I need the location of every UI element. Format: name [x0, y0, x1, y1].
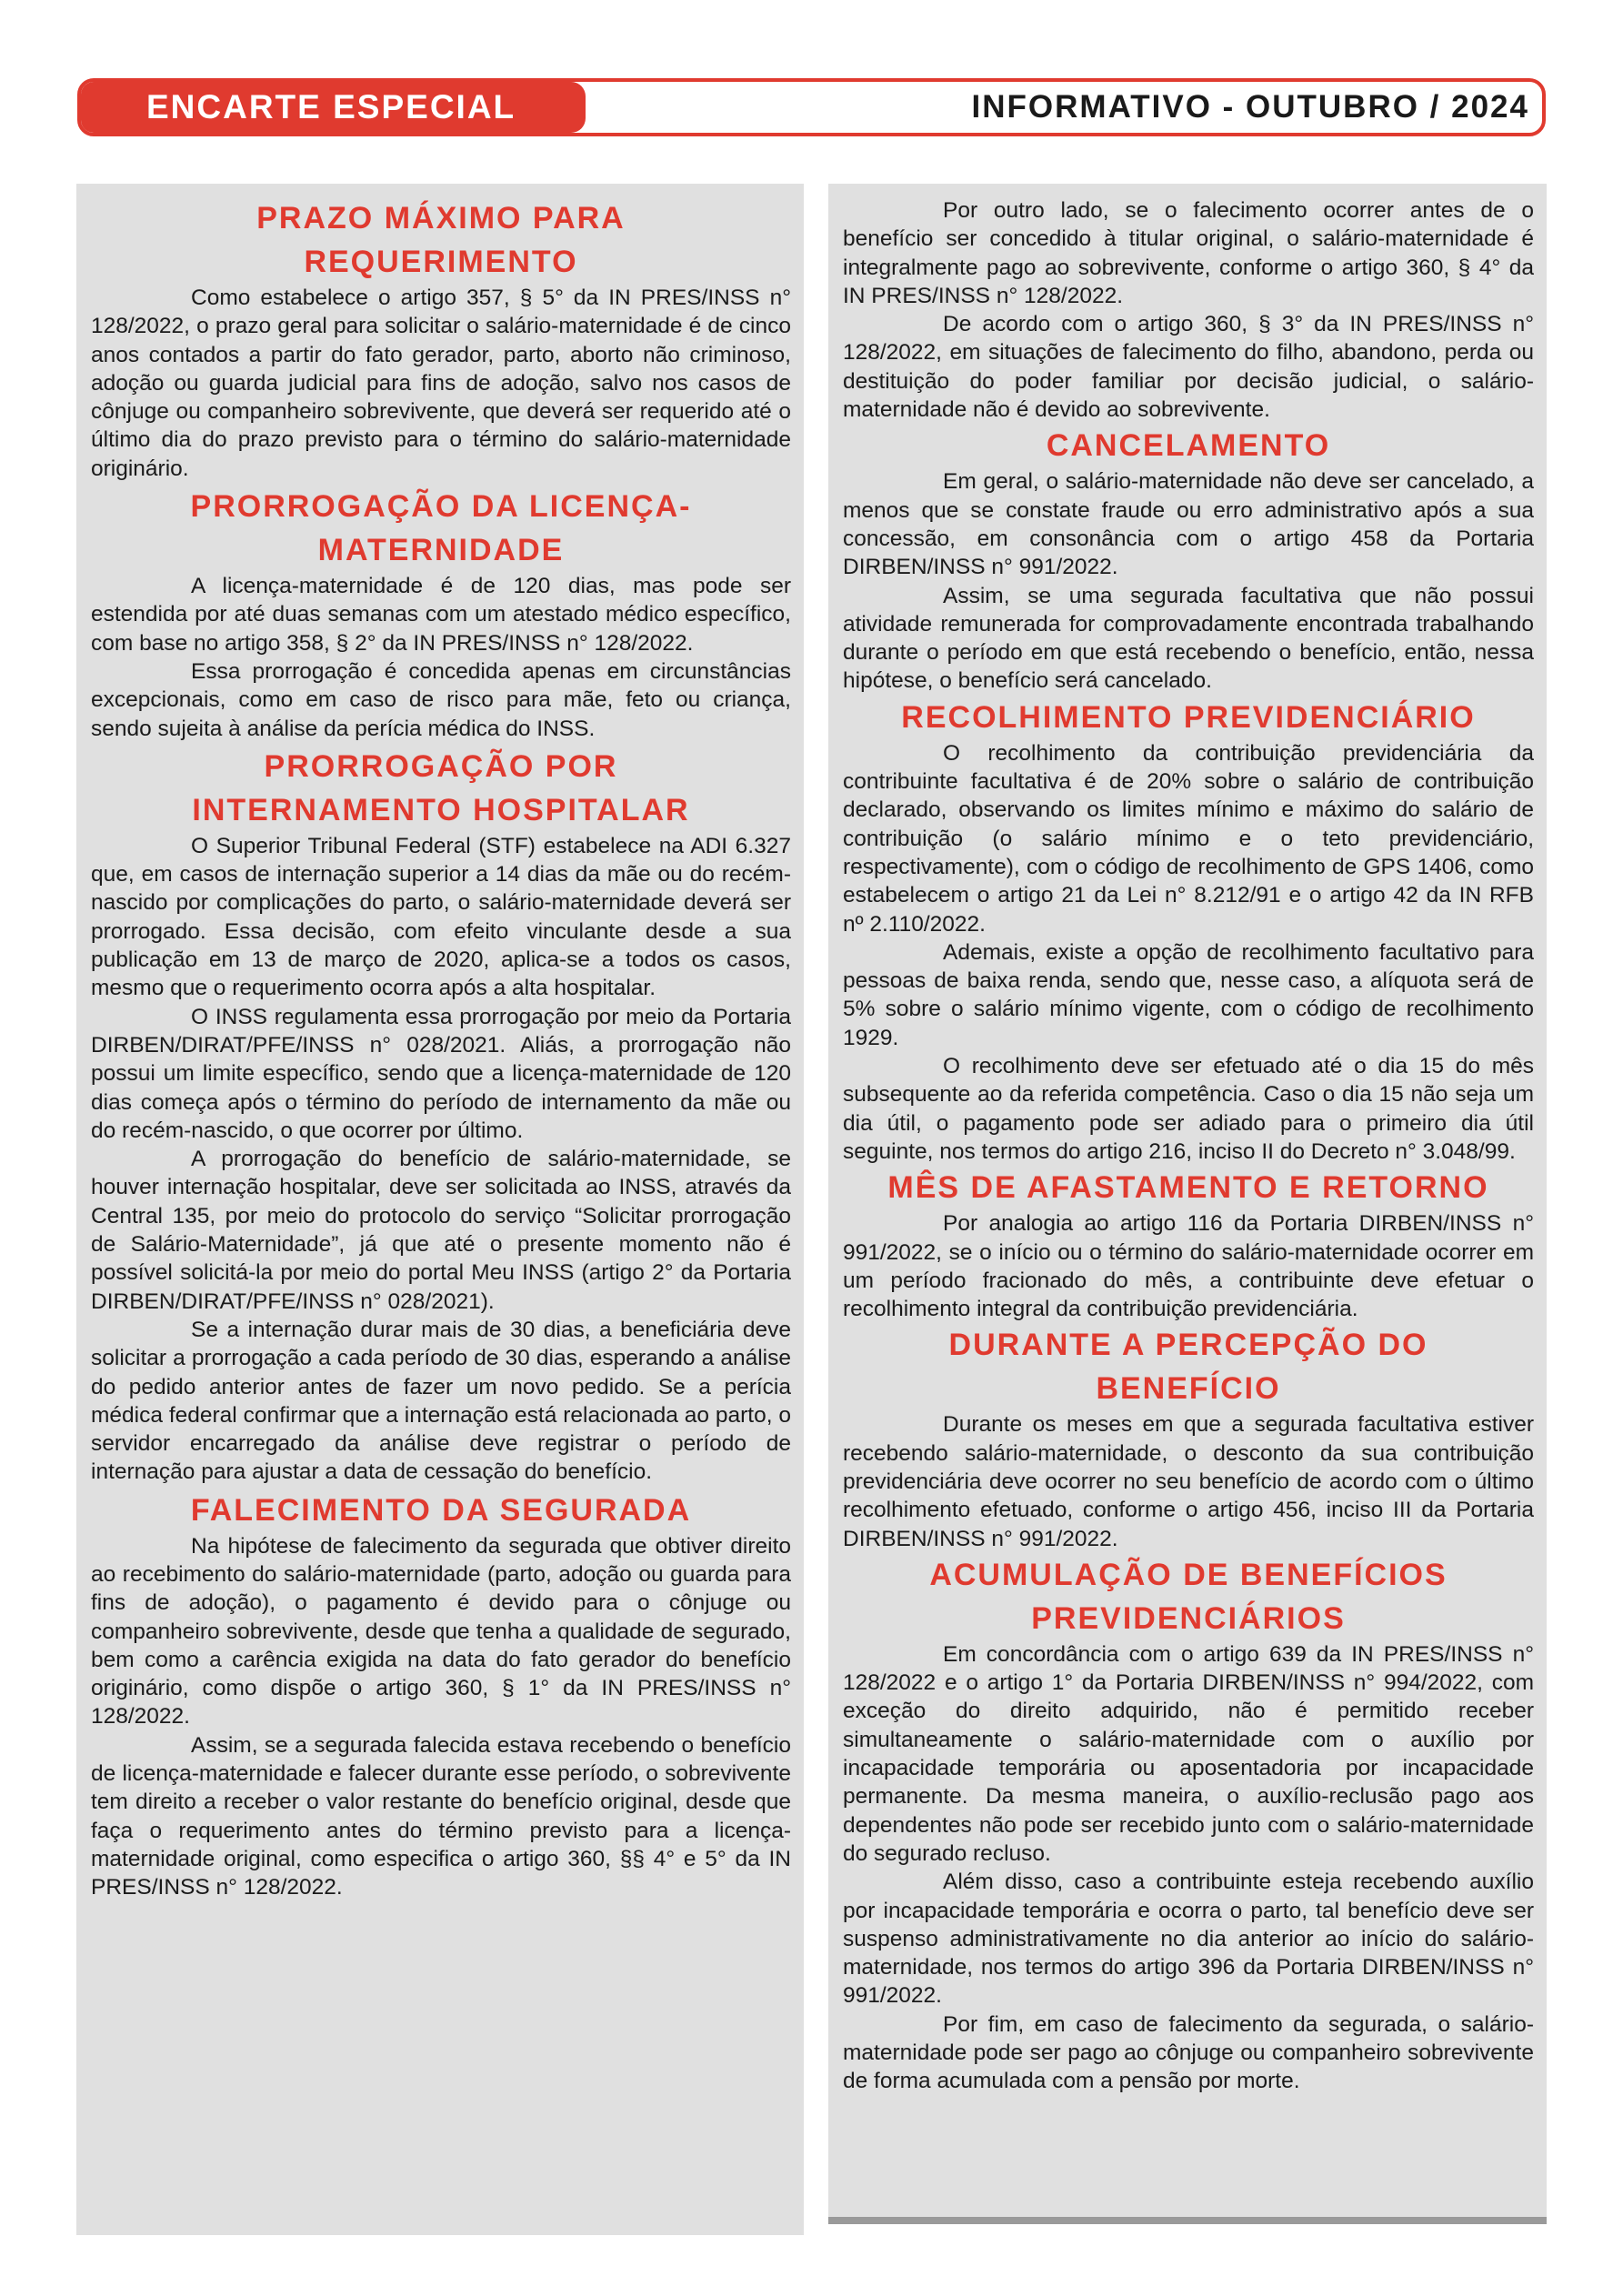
section-title-internamento: PRORROGAÇÃO POR INTERNAMENTO HOSPITALAR — [192, 748, 690, 827]
paragraph: Por fim, em caso de falecimento da segurada, o salário-maternidade pode ser pago ao cônjuge ou companheiro sobrevivente de forma acumulada com a pensão por morte. — [843, 2011, 1534, 2094]
paragraph: O recolhimento deve ser efetuado até o dia 15 do mês subsequente ao da referida competência. Caso o dia 15 não seja um dia útil, o pagamento pode ser adiado para o primeiro dia útil seguinte, nos termos do artigo 216, inciso II do Decreto n° 3.048/99. — [843, 1054, 1534, 1164]
header-issue-label: INFORMATIVO - OUTUBRO / 2024 — [971, 89, 1529, 125]
paragraph: Assim, se a segurada falecida estava recebendo o benefício de licença-maternidade e falecer durante esse período, o sobrevivente tem direito a receber o valor restante do benefício original, desde que faça o requerimento antes do término previsto para a licença-maternidade original, como especifica o artigo 360, §§ 4° e 5° da IN PRES/INSS n° 128/2022. — [91, 1732, 791, 1900]
paragraph: Durante os meses em que a segurada facultativa estiver recebendo salário-maternidade, o desconto da sua contribuição previdenciária deve ocorrer no seu benefício de acordo com o último recolhimento efetuado, conforme o artigo 456, inciso III da Portaria DIRBEN/INSS n° 991/2022. — [843, 1412, 1534, 1551]
paragraph: Na hipótese de falecimento da segurada que obtiver direito ao recebimento do salário-maternidade (parto, adoção ou guarda para fins de adoção), o pagamento é devido para o cônjuge ou companheiro sobrevivente, desde que tenha a qualidade de segurado, bem como a carência exigida na data do fato gerador do benefício originário, como dispõe o artigo 360, § 1° da IN PRES/INSS n° 128/2022. — [91, 1533, 791, 1730]
paragraph: Além disso, caso a contribuinte esteja recebendo auxílio por incapacidade temporária e ocorra o parto, tal benefício deve ser suspenso administrativamente no dia anterior ao início do salário-maternidade, nos termos do artigo 396 da Portaria DIRBEN/INSS n° 991/2022. — [843, 1870, 1534, 2009]
paragraph: Em concordância com o artigo 639 da IN PRES/INSS n° 128/2022 e o artigo 1° da Portaria DIRBEN/INSS n° 994/2022, com exceção do direito adquirido, não é permitido receber simultaneamente o salário-maternidade com o auxílio por incapacidade temporária ou aposentadoria por incapacidade permanente. Da mesma maneira, o auxílio-reclusão pago aos dependentes não pode ser recebido junto com o salário-maternidade do segurado recluso. — [843, 1641, 1534, 1866]
right-column — [828, 184, 1547, 2224]
paragraph: A licença-maternidade é de 120 dias, mas pode ser estendida por até duas semanas com um atestado médico específico, com base no artigo 358, § 2° da IN PRES/INSS n° 128/2022. — [91, 574, 791, 656]
paragraph: O INSS regulamenta essa prorrogação por meio da Portaria DIRBEN/DIRAT/PFE/INSS n° 028/2021. Aliás, a prorrogação não possui um limite específico, sendo que a licença-maternidade de 120 dias começa após o término do período de internamento da mãe ou do recém-nascido, o que ocorrer por último. — [91, 1004, 791, 1143]
header-section-label: ENCARTE ESPECIAL — [146, 88, 516, 125]
paragraph: Por outro lado, se o falecimento ocorrer antes de o benefício ser concedido à titular original, o salário-maternidade é integralmente pago ao sobrevivente, conforme o artigo 360, § 4° da IN PRES/INSS n° 128/2022. — [843, 198, 1534, 308]
section-title-recolhimento: RECOLHIMENTO PREVIDENCIÁRIO — [901, 699, 1476, 735]
paragraph: Por analogia ao artigo 116 da Portaria DIRBEN/INSS n° 991/2022, se o início ou o término do salário-maternidade ocorrer em um período fracionado do mês, a contribuinte deve efetuar o recolhimento integral da contribuição previdenciária. — [843, 1211, 1534, 1322]
paragraph: Em geral, o salário-maternidade não deve ser cancelado, a menos que se constate fraude ou erro administrativo após a sua concessão, em consonância com o artigo 458 da Portaria DIRBEN/INSS n° 991/2022. — [843, 469, 1534, 580]
paragraph: De acordo com o artigo 360, § 3° da IN PRES/INSS n° 128/2022, em situações de falecimento do filho, abandono, perda ou destituição do poder familiar por decisão judicial, o salário-maternidade não é devido ao sobrevivente. — [843, 312, 1534, 423]
paragraph: O recolhimento da contribuição previdenciária da contribuinte facultativa é de 20% sobre o salário de contribuição declarado, observando os limites mínimo e máximo do salário de contribuição (o salário mínimo e o teto previdenciário, respectivamente), com o código de recolhimento de GPS 1406, como estabelecem o artigo 21 da Lei n° 8.212/91 e o artigo 42 da IN RFB nº 2.110/2022. — [843, 740, 1534, 937]
section-title-prazo: PRAZO MÁXIMO PARA REQUERIMENTO — [256, 201, 626, 279]
paragraph: Assim, se uma segurada facultativa que não possui atividade remunerada for comprovadamente encontrada trabalhando durante o período em que está recebendo o benefício, então, nessa hipótese, o benefício será cancelado. — [843, 583, 1534, 694]
paragraph: A prorrogação do benefício de salário-maternidade, se houver internação hospitalar, deve ser solicitada ao INSS, através da Central 135, por meio do protocolo do serviço “Solicitar prorrogação de Salário-Maternidade”, já que até o presente momento não é possível solicitá-la por meio do portal Meu INSS (artigo 2° da Portaria DIRBEN/DIRAT/PFE/INSS n° 028/2021). — [91, 1147, 791, 1314]
section-title-acumulacao: ACUMULAÇÃO DE BENEFÍCIOS PREVIDENCIÁRIOS — [929, 1557, 1448, 1636]
paragraph: O Superior Tribunal Federal (STF) estabelece na ADI 6.327 que, em casos de internação superior a 14 dias da mãe ou do recém-nascido por complicações do parto, o salário-maternidade deverá ser prorrogado. Essa decisão, com efeito vinculante desde a sua publicação em 13 de março de 2020, aplica-se a todos os casos, mesmo que o requerimento ocorra após a alta hospitalar. — [91, 833, 791, 1001]
paragraph: Como estabelece o artigo 357, § 5° da IN PRES/INSS n° 128/2022, o prazo geral para solicitar o salário-maternidade é de cinco anos contados a partir do fato gerador, parto, aborto não criminoso, adoção ou guarda judicial para fins de adoção, salvo nos casos de cônjuge ou companheiro sobrevivente, que deverá ser requerido até o último dia do prazo previsto para o término do salário-maternidade originário. — [91, 286, 791, 481]
section-title-cancelamento: CANCELAMENTO — [1046, 428, 1331, 464]
section-title-falecimento: FALECIMENTO DA SEGURADA — [190, 1492, 692, 1528]
paragraph: Se a internação durar mais de 30 dias, a beneficiária deve solicitar a prorrogação a cada período de 30 dias, esperando a análise do pedido anterior antes de fazer um novo pedido. Se a perícia médica federal confirmar que a internação está relacionada ao parto, o servidor encarregado da análise deve registrar o período de internação para ajustar a data de cessação do benefício. — [91, 1317, 791, 1485]
left-column — [76, 184, 804, 2235]
page-header — [77, 78, 1546, 136]
section-title-percepcao: DURANTE A PERCEPÇÃO DO BENEFÍCIO — [948, 1328, 1428, 1407]
section-title-prorrogacao-licenca: PRORROGAÇÃO DA LICENÇA-MATERNIDADE — [190, 489, 692, 568]
header-section-tab — [81, 82, 586, 133]
paragraph: Essa prorrogação é concedida apenas em circunstâncias excepcionais, como em caso de risco para mãe, feto ou criança, sendo sujeita à análise da perícia médica do INSS. — [91, 658, 791, 741]
paragraph: Ademais, existe a opção de recolhimento facultativo para pessoas de baixa renda, sendo que, nesse caso, a alíquota será de 5% sobre o salário mínimo vigente, com o código de recolhimento 1929. — [843, 939, 1534, 1050]
section-title-mes-afastamento: MÊS DE AFASTAMENTO E RETORNO — [887, 1170, 1489, 1206]
